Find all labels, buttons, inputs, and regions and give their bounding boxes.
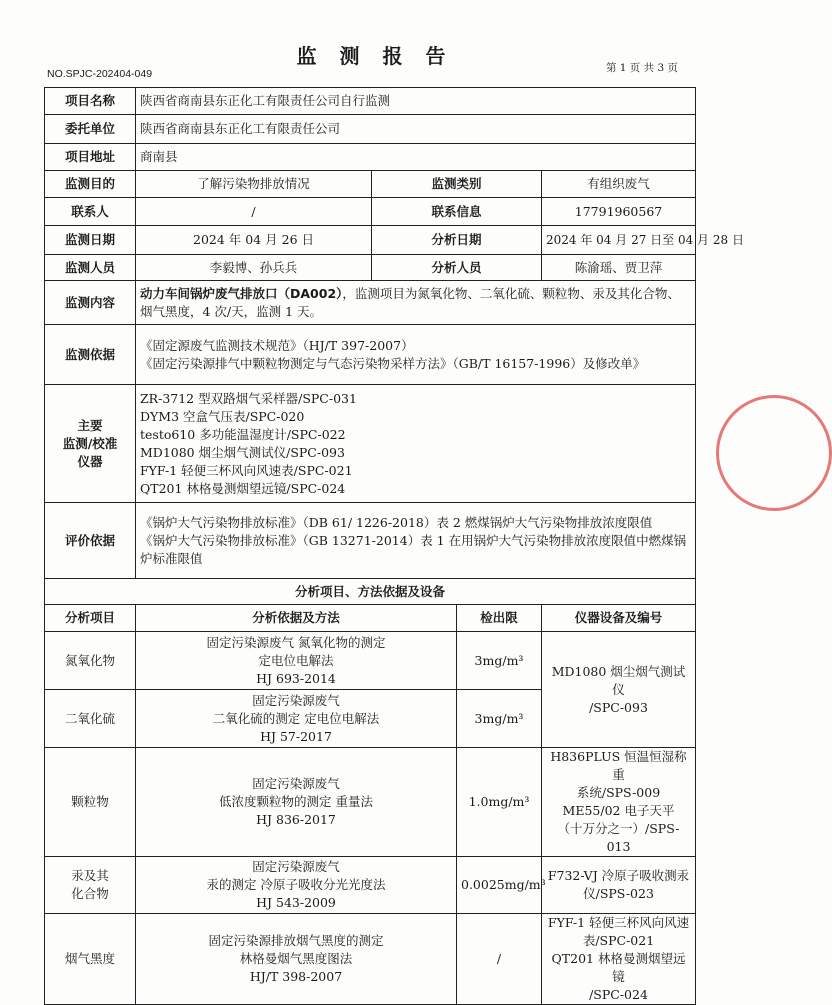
method-line: 固定污染源废气: [252, 692, 340, 708]
instruments-label-line: 主要: [77, 417, 103, 433]
row-client: [45, 115, 696, 144]
analysis-method: [136, 632, 457, 690]
analysis-item: 颗粒物: [45, 748, 136, 857]
analysis-item: 氮氧化物: [45, 632, 136, 690]
row-content: [45, 281, 696, 325]
instrument-line: ZR-3712 型双路烟气采样器/SPC-031: [140, 390, 357, 406]
method-line: 林格曼烟气黑度图法: [239, 951, 353, 966]
analysis-equipment: [542, 748, 696, 857]
address-label: 项目地址: [45, 144, 136, 171]
table-row: [45, 914, 696, 1005]
analysis-date-label: 分析日期: [372, 226, 542, 255]
content-label: 监测内容: [45, 281, 136, 325]
equipment-line: 仪/SPS-023: [583, 886, 654, 901]
method-line: HJ 57-2017: [260, 728, 332, 744]
equipment-line: H836PLUS 恒温恒湿称重: [550, 749, 687, 782]
col-header-equipment: 仪器设备及编号: [542, 605, 696, 632]
page-info: 第 1 页 共 3 页: [605, 62, 678, 74]
project-name-label: 项目名称: [45, 88, 136, 115]
equipment-line: ME55/02 电子天平: [562, 803, 675, 818]
contact-info-label: 联系信息: [372, 198, 542, 226]
analysis-staff-value: 陈渝瑶、贾卫萍: [542, 255, 696, 281]
table-row: [45, 857, 696, 914]
analysis-item: 烟气黑度: [45, 914, 136, 1005]
evaluation-label: 评价依据: [45, 503, 136, 579]
method-line: HJ 543-2009: [256, 895, 336, 910]
method-line: HJ 693-2014: [256, 670, 336, 686]
contact-label: 联系人: [45, 198, 136, 226]
equipment-line: （十万分之一）/SPS-013: [557, 821, 680, 854]
category-label: 监测类别: [372, 171, 542, 198]
method-line: 固定污染源废气: [252, 776, 340, 791]
detection-limit: 3mg/m³: [457, 632, 542, 690]
row-basis: [45, 325, 696, 385]
method-line: 汞的测定 冷原子吸收分光光度法: [206, 877, 386, 892]
col-header-item: 分析项目: [45, 605, 136, 632]
basis-line: 《固定污染源排气中颗粒物测定与气态污染物采样方法》（GB/T 16157-1996）及修改单》: [140, 355, 646, 371]
analysis-staff-label: 分析人员: [372, 255, 542, 281]
evaluation-line: 《锅炉大气污染物排放标准》（DB 61/ 1226-2018）表 2 燃煤锅炉大气污染物排放浓度限值: [140, 514, 653, 530]
analysis-method: [136, 914, 457, 1005]
table-row: [45, 748, 696, 857]
col-header-limit: 检出限: [457, 605, 542, 632]
analysis-method: [136, 748, 457, 857]
category-value: 有组织废气: [542, 171, 696, 198]
method-line: 二氧化硫的测定 定电位电解法: [212, 710, 380, 726]
basis-label: 监测依据: [45, 325, 136, 385]
method-line: 固定污染源废气: [252, 859, 340, 874]
analysis-item: 二氧化硫: [45, 690, 136, 748]
basis-line: 《固定源废气监测技术规范》（HJ/T 397-2007）: [140, 337, 414, 353]
equipment-line: QT201 林格曼测烟望远镜: [551, 951, 686, 984]
basis-value: [136, 325, 696, 385]
equipment-line: 系统/SPS-009: [576, 785, 661, 800]
row-project-name: [45, 88, 696, 115]
equipment-line: /SPC-024: [589, 987, 648, 1002]
equipment-line: MD1080 烟尘烟气测试仪: [551, 663, 686, 697]
project-name-value: 陕西省商南县东正化工有限责任公司自行监测: [136, 88, 696, 115]
method-line: 固定污染源排放烟气黑度的测定: [208, 933, 384, 948]
content-rest: ，监测项目为氮氧化物、二氧化硫、颗粒物、汞及其化合物、烟气黑度，4 次/天，监测 1 天。: [140, 285, 680, 319]
instrument-line: testo610 多功能温湿度计/SPC-022: [140, 426, 346, 442]
client-value: 陕西省商南县东正化工有限责任公司: [136, 115, 696, 144]
analysis-method: [136, 857, 457, 914]
report-number: NO.SPJC-202404-049: [47, 68, 153, 80]
monitor-staff-label: 监测人员: [45, 255, 136, 281]
method-line: 低浓度颗粒物的测定 重量法: [219, 794, 373, 809]
table-row: [45, 632, 696, 690]
instrument-line: QT201 林格曼测烟望远镜/SPC-024: [140, 480, 346, 496]
contact-value: /: [136, 198, 372, 226]
row-instruments: [45, 385, 696, 503]
equipment-line: 表/SPC-021: [582, 933, 655, 948]
instrument-line: DYM3 空盒气压表/SPC-020: [140, 408, 305, 424]
method-line: HJ/T 398-2007: [249, 969, 343, 984]
instruments-label: [45, 385, 136, 503]
analysis-section-title: 分析项目、方法依据及设备: [45, 579, 696, 605]
row-purpose: [45, 171, 696, 198]
method-line: 定电位电解法: [258, 652, 334, 668]
analysis-equipment: [542, 857, 696, 914]
row-dates: [45, 226, 696, 255]
purpose-label: 监测目的: [45, 171, 136, 198]
content-value: [136, 281, 696, 325]
analysis-date-value: 2024 年 04 月 27 日至 04 月 28 日: [542, 226, 696, 255]
monitor-staff-value: 李毅博、孙兵兵: [136, 255, 372, 281]
instruments-label-line: 仪器: [77, 453, 103, 469]
evaluation-value: [136, 503, 696, 579]
analysis-equipment: [542, 632, 696, 748]
detection-limit: /: [457, 914, 542, 1005]
method-line: 固定污染源废气 氮氧化物的测定: [206, 634, 386, 650]
row-analysis-header: [45, 605, 696, 632]
contact-info-value: 17791960567: [542, 198, 696, 226]
report-table: [44, 87, 744, 1005]
analysis-method: [136, 690, 457, 748]
instruments-value: [136, 385, 696, 503]
report-title: 监 测 报 告: [296, 44, 454, 68]
row-address: [45, 144, 696, 171]
purpose-value: 了解污染物排放情况: [136, 171, 372, 198]
analysis-item: [45, 857, 136, 914]
analysis-equipment: [542, 914, 696, 1005]
method-line: HJ 836-2017: [256, 812, 336, 827]
detection-limit: 3mg/m³: [457, 690, 542, 748]
row-section-title: [45, 579, 696, 605]
detection-limit: 0.0025mg/m³: [457, 857, 542, 914]
instrument-line: MD1080 烟尘烟气测试仪/SPC-093: [140, 444, 345, 460]
evaluation-line: 《锅炉大气污染物排放标准》（GB 13271-2014）表 1 在用锅炉大气污染物排放浓度限值中燃煤锅炉标准限值: [140, 532, 687, 566]
row-contact: [45, 198, 696, 226]
address-value: 商南县: [136, 144, 696, 171]
client-label: 委托单位: [45, 115, 136, 144]
col-header-method: 分析依据及方法: [136, 605, 457, 632]
content-bold-part: 动力车间锅炉废气排放口（DA002）: [140, 285, 343, 301]
equipment-line: /SPC-093: [589, 699, 648, 715]
equipment-line: FYF-1 轻便三杯风向风速: [547, 915, 690, 930]
row-evaluation: [45, 503, 696, 579]
equipment-line: F732-VJ 冷原子吸收测汞: [547, 868, 690, 883]
item-line: 化合物: [71, 886, 109, 901]
red-seal-stamp: [716, 395, 832, 511]
item-line: 汞及其: [71, 868, 109, 883]
instrument-line: FYF-1 轻便三杯风向风速表/SPC-021: [140, 462, 353, 478]
detection-limit: 1.0mg/m³: [457, 748, 542, 857]
instruments-label-line: 监测/校准: [62, 435, 118, 451]
monitor-date-label: 监测日期: [45, 226, 136, 255]
monitor-date-value: 2024 年 04 月 26 日: [136, 226, 372, 255]
row-staff: [45, 255, 696, 281]
